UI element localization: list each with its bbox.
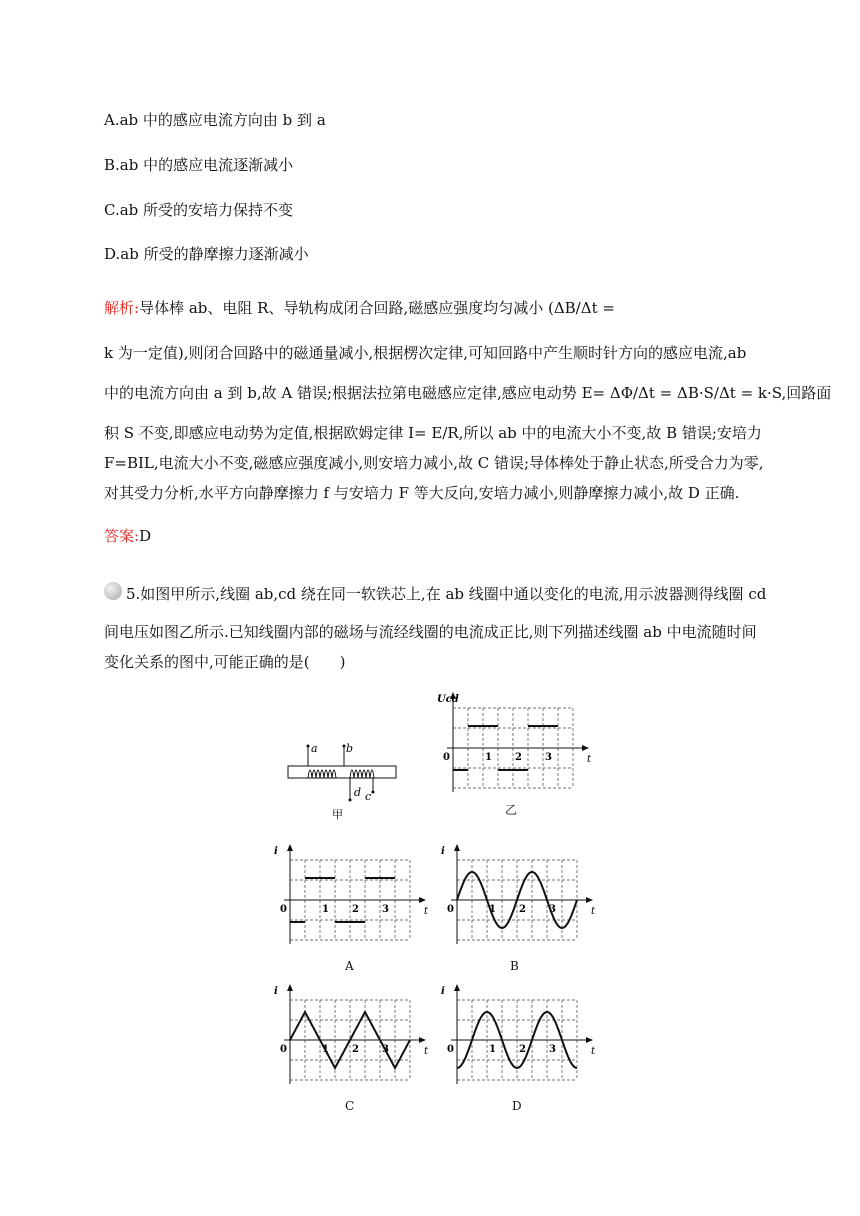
origin-label: 0 <box>280 904 287 915</box>
origin-label: 0 <box>280 1044 287 1055</box>
label-b: b <box>346 742 354 755</box>
option-a: A.ab 中的感应电流方向由 b 到 a <box>104 111 326 129</box>
x-axis-arrow-icon <box>419 1037 426 1043</box>
caption-jia: 甲 <box>332 808 343 821</box>
tick-label: 3 <box>549 1044 556 1055</box>
analysis-line-5: F=BIL,电流大小不变,磁感应强度减小,则安培力减小,故 C 错误;导体棒处于静止状态,所受合力为零, <box>104 454 764 472</box>
tick-label: 2 <box>352 904 359 915</box>
option-b: B.ab 中的感应电流逐渐减小 <box>104 156 294 174</box>
tick-label: 2 <box>519 904 526 915</box>
x-axis-arrow-icon <box>586 1037 593 1043</box>
caption-yi: 乙 <box>505 803 518 817</box>
y-axis-label: i <box>274 846 278 857</box>
x-axis-arrow-icon <box>586 897 593 903</box>
question-bullet-icon <box>104 582 122 600</box>
analysis-line-1: 解析:导体棒 ab、电阻 R、导轨构成闭合回路,磁感应强度均匀减小 (ΔB/Δt = <box>104 299 615 317</box>
option-d: D.ab 所受的静摩擦力逐渐减小 <box>104 245 309 263</box>
analysis-line-2: k 为一定值),则闭合回路中的磁通量减小,根据楞次定律,可知回路中产生顺时针方向的感应电流,ab <box>104 344 747 362</box>
answer-label: 答案: <box>104 527 140 545</box>
x-axis-label: t <box>587 754 592 765</box>
tick-label: 1 <box>489 904 496 915</box>
x-axis-label: t <box>424 1046 429 1057</box>
question-line-1: 5.如图甲所示,线圈 ab,cd 绕在同一软铁芯上,在 ab 线圈中通以变化的电流,用示波器测得线圈 cd <box>126 585 767 603</box>
caption-B: B <box>510 959 519 973</box>
caption-A: A <box>345 959 354 973</box>
tick-label: 3 <box>382 1044 389 1055</box>
label-a: a <box>311 742 318 755</box>
y-axis-label: i <box>441 846 445 857</box>
analysis-line-4: 积 S 不变,即感应电动势为定值,根据欧姆定律 I= E/R,所以 ab 中的电流大小不变,故 B 错误;安培力 <box>104 424 762 442</box>
x-axis-arrow-icon <box>419 897 426 903</box>
x-axis-label: t <box>424 906 429 917</box>
x-axis-label: t <box>591 906 596 917</box>
label-c: c <box>365 790 372 803</box>
label-d: d <box>354 786 362 799</box>
tick-label: 3 <box>545 752 552 763</box>
tick-label: 2 <box>515 752 522 763</box>
y-axis-label: i <box>274 986 278 997</box>
y-axis-label: Ucd <box>437 694 459 705</box>
y-axis-arrow-icon <box>454 984 460 991</box>
tick-label: 3 <box>382 904 389 915</box>
tick-label: 2 <box>352 1044 359 1055</box>
analysis-label: 解析: <box>104 299 140 317</box>
y-axis-label: i <box>441 986 445 997</box>
answer-value: D <box>139 527 152 545</box>
y-axis-arrow-icon <box>287 984 293 991</box>
tick-label: 1 <box>322 904 329 915</box>
tick-label: 1 <box>489 1044 496 1055</box>
answer-line <box>104 526 151 546</box>
question-line-2: 间电压如图乙所示.已知线圈内部的磁场与流经线圈的电流成正比,则下列描述线圈 ab 中电流随时间 <box>104 623 757 641</box>
caption-C: C <box>345 1099 355 1113</box>
y-axis-arrow-icon <box>287 844 293 851</box>
origin-label: 0 <box>447 1044 454 1055</box>
x-axis-arrow-icon <box>582 745 589 751</box>
tick-label: 2 <box>519 1044 526 1055</box>
tick-label: 1 <box>485 752 492 763</box>
tick-label: 1 <box>322 1044 329 1055</box>
analysis-line-6: 对其受力分析,水平方向静摩擦力 f 与安培力 F 等大反向,安培力减小,则静摩擦力减小,故 D 正确. <box>104 484 740 502</box>
figure-jia-coil <box>280 730 410 825</box>
y-axis-arrow-icon <box>454 844 460 851</box>
x-axis-label: t <box>591 1046 596 1057</box>
origin-label: 0 <box>447 904 454 915</box>
tick-label: 3 <box>549 904 556 915</box>
origin-label: 0 <box>443 752 450 763</box>
graph-yi <box>433 690 592 820</box>
analysis-line-3: 中的电流方向由 a 到 b,故 A 错误;根据法拉第电磁感应定律,感应电动势 E= ΔΦ/Δt = ΔB·S/Δt = k·S,回路面 <box>104 384 832 402</box>
caption-D: D <box>512 1099 522 1113</box>
graph-C <box>270 982 429 1117</box>
question-line-3: 变化关系的图中,可能正确的是( ) <box>104 653 346 671</box>
option-c: C.ab 所受的安培力保持不变 <box>104 201 294 219</box>
graph-A <box>270 842 429 977</box>
